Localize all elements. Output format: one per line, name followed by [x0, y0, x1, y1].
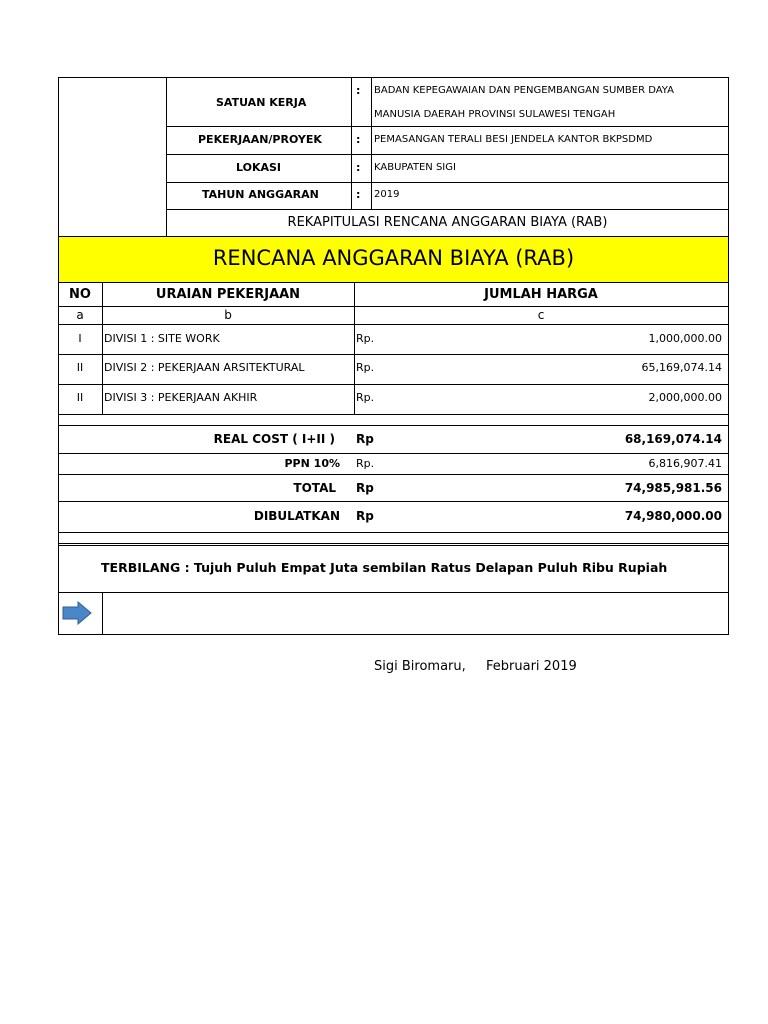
- lokasi-value: KABUPATEN SIGI: [374, 162, 456, 173]
- divider: [58, 532, 729, 533]
- rekap-title: REKAPITULASI RENCANA ANGGARAN BIAYA (RAB): [287, 215, 608, 230]
- divider: [58, 354, 729, 355]
- ppn-currency: Rp.: [356, 457, 375, 470]
- row-no: II: [76, 361, 84, 374]
- divider: [58, 282, 729, 283]
- divider: [58, 425, 729, 426]
- border-left: [58, 77, 59, 635]
- border-bottom: [58, 634, 729, 635]
- real-cost-currency: Rp: [356, 432, 374, 446]
- divider: [166, 154, 729, 155]
- lokasi-colon: :: [356, 161, 361, 174]
- dibulatkan-amount: 74,980,000.00: [624, 509, 722, 523]
- col-header-no: NO: [69, 287, 91, 302]
- row-amount: 1,000,000.00: [648, 332, 722, 345]
- divider: [102, 592, 103, 635]
- row-amount: 2,000,000.00: [648, 391, 722, 404]
- page-title: RENCANA ANGGARAN BIAYA (RAB): [212, 246, 575, 270]
- rab-sheet: [58, 77, 729, 635]
- dibulatkan-label: DIBULATKAN: [253, 509, 340, 523]
- row-currency: Rp.: [356, 332, 375, 345]
- satuan-kerja-colon: :: [356, 84, 361, 97]
- ppn-amount: 6,816,907.41: [648, 457, 722, 470]
- total-currency: Rp: [356, 481, 374, 495]
- real-cost-label: REAL COST ( I+II ): [213, 432, 335, 446]
- tahun-label: TAHUN ANGGARAN: [202, 188, 319, 201]
- divider: [58, 474, 729, 475]
- pekerjaan-colon: :: [356, 133, 361, 146]
- col-label-a: a: [76, 308, 84, 322]
- divider: [102, 282, 103, 415]
- row-no: II: [76, 391, 84, 404]
- divider: [354, 282, 355, 415]
- satuan-kerja-value-line2: MANUSIA DAERAH PROVINSI SULAWESI TENGAH: [374, 109, 616, 120]
- col-header-uraian: URAIAN PEKERJAAN: [155, 287, 301, 302]
- col-header-jumlah: JUMLAH HARGA: [484, 287, 598, 302]
- lokasi-label: LOKASI: [236, 161, 282, 174]
- row-no: I: [78, 332, 82, 345]
- total-amount: 74,985,981.56: [624, 481, 722, 495]
- row-amount: 65,169,074.14: [641, 361, 722, 374]
- divider: [58, 592, 729, 593]
- col-label-b: b: [224, 308, 232, 322]
- footer-place: Sigi Biromaru,: [374, 659, 466, 674]
- terbilang-text: TERBILANG : Tujuh Puluh Empat Juta sembilan Ratus Delapan Puluh Ribu Rupiah: [101, 560, 668, 575]
- divider: [166, 209, 729, 210]
- satuan-kerja-value-line1: BADAN KEPEGAWAIAN DAN PENGEMBANGAN SUMBER DAYA: [374, 85, 674, 96]
- divider: [58, 324, 729, 325]
- pekerjaan-value: PEMASANGAN TERALI BESI JENDELA KANTOR BKPSDMD: [374, 134, 653, 145]
- divider: [58, 501, 729, 502]
- col-label-c: c: [537, 308, 545, 322]
- dibulatkan-currency: Rp: [356, 509, 374, 523]
- row-uraian: DIVISI 1 : SITE WORK: [104, 332, 220, 345]
- total-label: TOTAL: [293, 481, 336, 495]
- satuan-kerja-label: SATUAN KERJA: [216, 96, 307, 109]
- divider: [58, 306, 729, 307]
- real-cost-amount: 68,169,074.14: [624, 432, 722, 446]
- border-top: [58, 77, 729, 78]
- divider: [166, 77, 167, 237]
- divider: [58, 384, 729, 385]
- arrow-right-icon[interactable]: [62, 601, 92, 625]
- divider: [58, 545, 729, 546]
- divider: [371, 77, 372, 210]
- row-uraian: DIVISI 3 : PEKERJAAN AKHIR: [104, 391, 258, 404]
- footer-date: Februari 2019: [486, 659, 577, 674]
- tahun-value: 2019: [374, 189, 400, 200]
- divider: [166, 182, 729, 183]
- row-currency: Rp.: [356, 391, 375, 404]
- ppn-label: PPN 10%: [284, 457, 340, 470]
- row-uraian: DIVISI 2 : PEKERJAAN ARSITEKTURAL: [104, 361, 305, 374]
- border-right: [728, 77, 729, 635]
- row-currency: Rp.: [356, 361, 375, 374]
- divider: [58, 543, 729, 544]
- pekerjaan-label: PEKERJAAN/PROYEK: [198, 133, 322, 146]
- divider: [351, 77, 352, 210]
- tahun-colon: :: [356, 188, 361, 201]
- divider: [166, 126, 729, 127]
- divider: [58, 414, 729, 415]
- divider: [58, 453, 729, 454]
